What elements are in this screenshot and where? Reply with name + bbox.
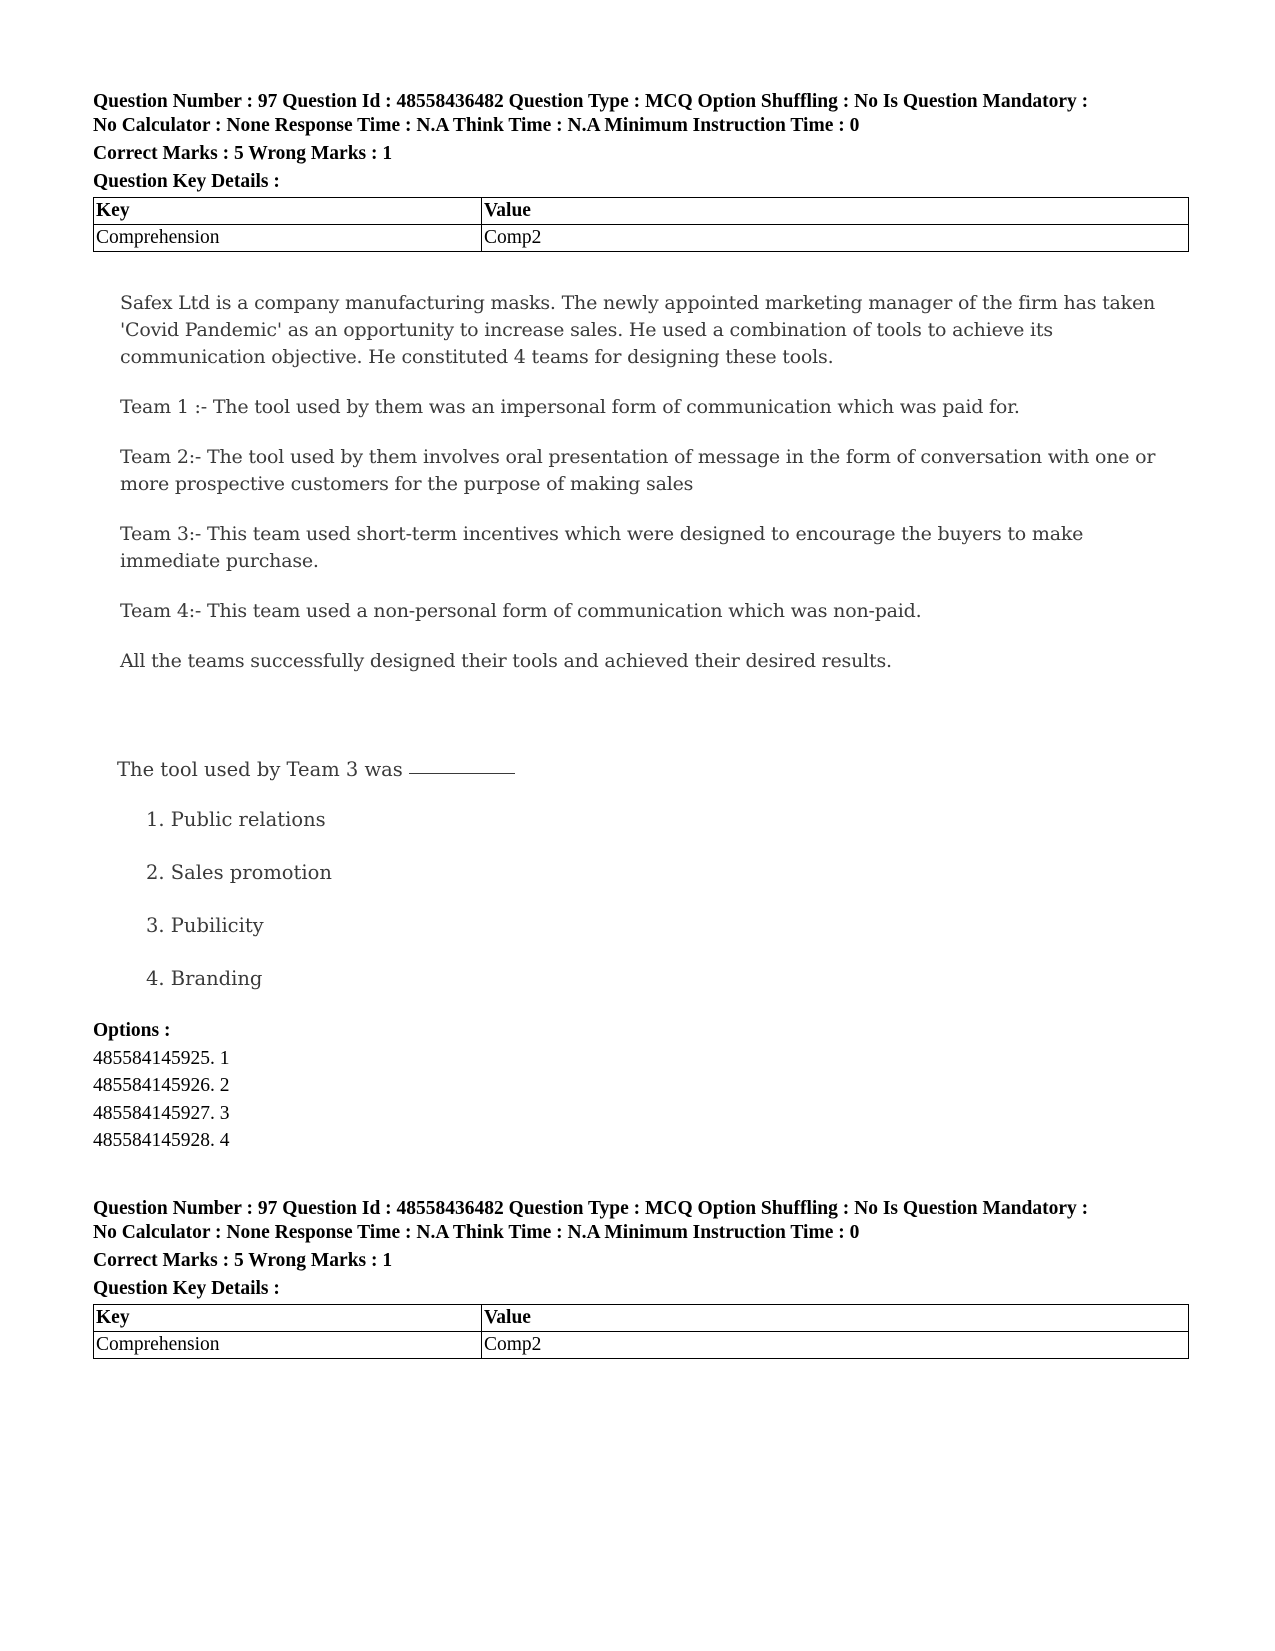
marks-line: Correct Marks : 5 Wrong Marks : 1	[93, 143, 393, 164]
table-header-value: Value	[482, 1305, 1189, 1332]
comprehension-passage	[120, 290, 1180, 698]
question-meta-line2: No Calculator : None Response Time : N.A Think Time : N.A Minimum Instruction Time : 0	[93, 1222, 860, 1243]
table-cell-value: Comp2	[482, 1332, 1189, 1359]
passage-team2-line1: Team 2:- The tool used by them involves oral presentation of message in the form of conversation with one or	[120, 446, 1156, 468]
passage-team1: Team 1 :- The tool used by them was an impersonal form of communication which was paid for.	[120, 396, 1020, 418]
key-details-label: Question Key Details :	[93, 1278, 280, 1299]
table-header-value: Value	[482, 198, 1189, 225]
question-meta-line1: Question Number : 97 Question Id : 48558436482 Question Type : MCQ Option Shuffling : No Is Question Mandatory :	[93, 1198, 1089, 1219]
table-cell-value: Comp2	[482, 225, 1189, 252]
option-item: 485584145928. 4	[93, 1130, 230, 1151]
table-header-key: Key	[94, 198, 482, 225]
passage-team3-line2: immediate purchase.	[120, 550, 319, 572]
passage-intro-line3: communication objective. He constituted 4 teams for designing these tools.	[120, 346, 834, 368]
passage-intro-line2: 'Covid Pandemic' as an opportunity to increase sales. He used a combination of tools to achieve its	[120, 319, 1053, 341]
marks-line: Correct Marks : 5 Wrong Marks : 1	[93, 1250, 393, 1271]
question-meta-line1: Question Number : 97 Question Id : 48558436482 Question Type : MCQ Option Shuffling : No Is Question Mandatory :	[93, 91, 1089, 112]
table-header-row	[94, 198, 1189, 225]
option-item: 485584145926. 2	[93, 1075, 230, 1096]
passage-intro	[120, 290, 1180, 371]
question-stem-text: The tool used by Team 3 was	[117, 758, 403, 781]
choice-item: 3. Pubilicity	[146, 914, 264, 937]
options-block	[93, 1017, 230, 1155]
question-header-1	[93, 90, 1193, 252]
choice-item: 4. Branding	[146, 967, 263, 990]
table-cell-key: Comprehension	[94, 225, 482, 252]
passage-intro-line1: Safex Ltd is a company manufacturing masks. The newly appointed marketing manager of the firm has taken	[120, 292, 1156, 314]
passage-team3	[120, 521, 1180, 575]
choice-item: 2. Sales promotion	[146, 861, 332, 884]
passage-team2-line2: more prospective customers for the purpose of making sales	[120, 473, 694, 495]
question-meta-line2: No Calculator : None Response Time : N.A Think Time : N.A Minimum Instruction Time : 0	[93, 115, 860, 136]
question-header-2	[93, 1197, 1193, 1359]
table-row	[94, 1332, 1189, 1359]
table-cell-key: Comprehension	[94, 1332, 482, 1359]
passage-team2	[120, 444, 1180, 498]
table-header-key: Key	[94, 1305, 482, 1332]
passage-team4: Team 4:- This team used a non-personal form of communication which was non-paid.	[120, 600, 922, 622]
option-item: 485584145927. 3	[93, 1102, 230, 1124]
question-stem	[117, 758, 515, 781]
key-details-table	[93, 1304, 1189, 1359]
choice-item: 1. Public relations	[146, 808, 326, 831]
table-row	[94, 225, 1189, 252]
choice-list	[146, 808, 332, 1020]
passage-conclusion: All the teams successfully designed their tools and achieved their desired results.	[120, 650, 892, 672]
options-title: Options :	[93, 1020, 171, 1041]
key-details-label: Question Key Details :	[93, 171, 280, 192]
passage-team3-line1: Team 3:- This team used short-term incentives which were designed to encourage the buyers to make	[120, 523, 1084, 545]
key-details-table	[93, 197, 1189, 252]
answer-blank	[409, 773, 515, 774]
table-header-row	[94, 1305, 1189, 1332]
option-item: 485584145925. 1	[93, 1047, 230, 1069]
